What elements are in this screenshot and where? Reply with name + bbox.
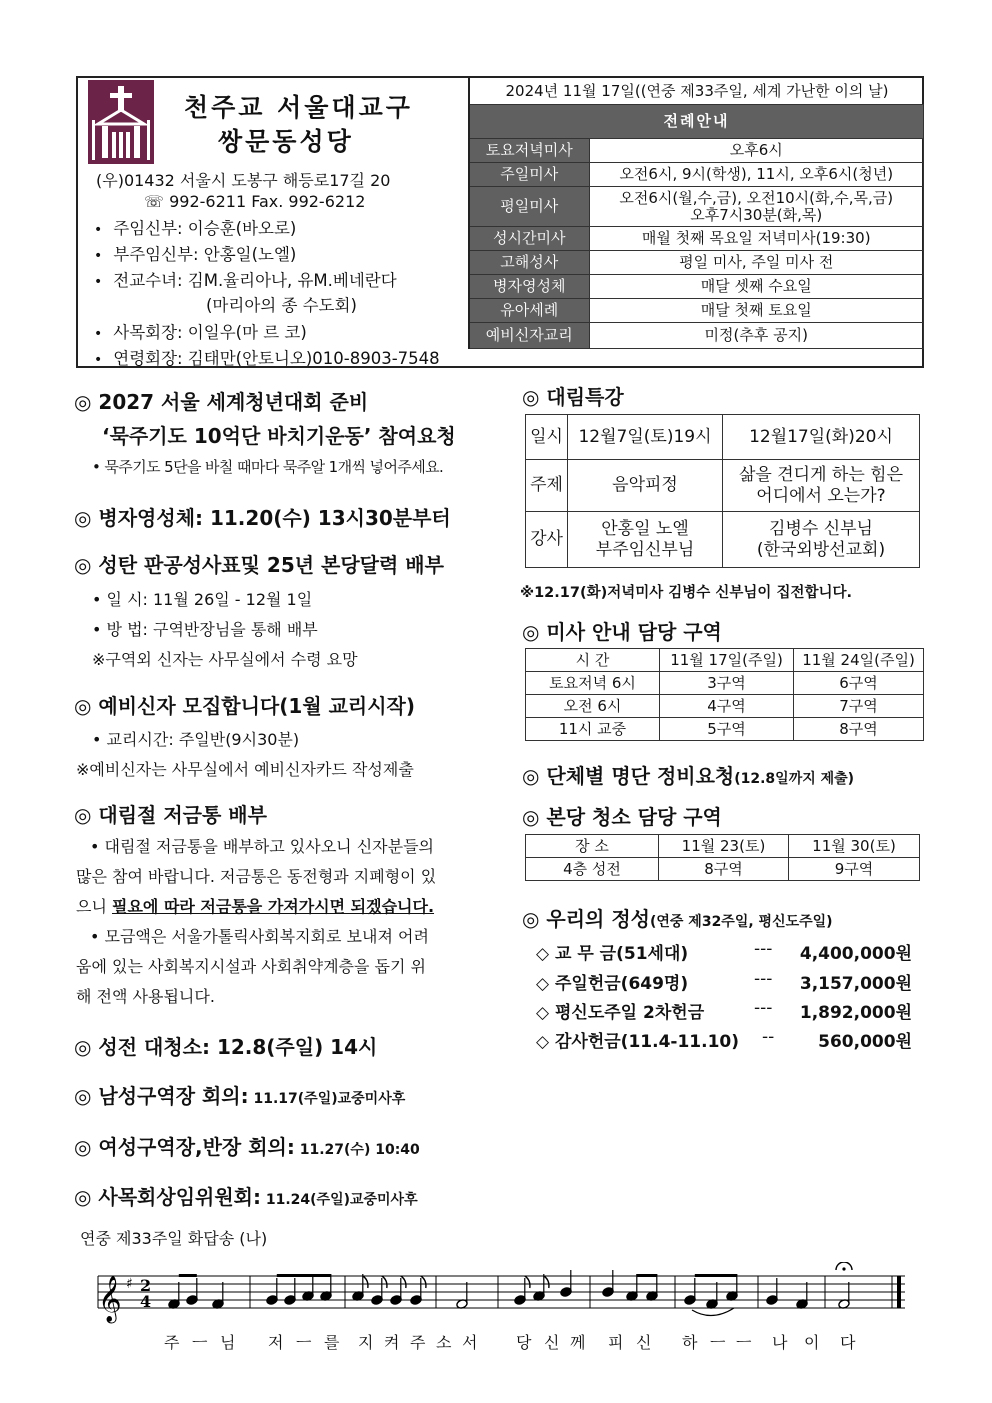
staff-funeral-president: • 연령회장: 김태만(안토니오)010-8903-7548 [94,349,440,368]
church-cleaning-heading: ◎ 성전 대청소: 12.8(주일) 14시 [74,1035,378,1059]
table-row: 토요저녁 6시 3구역 6구역 [526,672,924,695]
mens-meeting-heading: ◎ 남성구역장 회의: 11.17(주일)교중미사후 [74,1084,406,1108]
table-row: 시 간 11월 17일(주일) 11월 24일(주일) [526,649,924,672]
psalm-title: 연중 제33주일 화답송 (나) [80,1229,268,1248]
christmas-note: ※구역외 신자는 사무실에서 수령 요망 [92,650,358,669]
note-flag [421,1276,426,1288]
womens-meeting-heading: ◎ 여성구역장,반장 회의: 11.27(수) 10:40 [74,1135,420,1159]
table-row: 고해성사 평일 미사, 주일 미사 전 [469,251,924,275]
piggy-bank-paragraph: • 대림절 저금통을 배부하고 있사오니 신자분들의 많은 참여 바랍니다. 저금통은 동전형과 지폐형이 있 으니 필요에 따라 저금통을 가져가시면 되겠습니다. • 모금액은 서울가톨릭사회복지회로 보내져 어려 움에 있는 사회복지시설과 사회취약계층을 돕기 위 해 전액 사용됩니다. [76,837,437,1006]
advent-lecture-heading: ◎ 대림특강 [522,385,624,409]
table-row: 토요저녁미사 오후6시 [469,139,924,163]
lyric-syllable: 께 [570,1333,586,1352]
church-logo-icon [88,80,154,164]
council-meeting-heading: ◎ 사목회상임위원회: 11.24(주일)교중미사후 [74,1185,418,1209]
roster-request-heading: ◎ 단체별 명단 정비요청(12.8일까지 제출) [522,764,855,788]
table-row: 일시 12월7일(토)19시 12월17일(화)20시 [526,415,920,460]
table-row: 4층 성전 8구역 9구역 [526,858,920,881]
lyric-syllable: 님 [220,1333,236,1352]
slur [692,1308,734,1316]
note-beam [695,1274,737,1277]
piggy-bank-heading: ◎ 대림절 저금통 배부 [74,803,267,827]
note-beam [179,1274,197,1277]
catechumen-note: ※예비신자는 사무실에서 예비신자카드 작성제출 [76,760,414,779]
staff-sisters: • 전교수녀: 김M.율리아나, 유M.베네란다 [94,271,397,290]
advent-lecture-note: ※12.17(화)저녁미사 김병수 신부님이 집전합니다. [520,585,852,601]
staff-pastor: • 주임신부: 이승훈(바오로) [94,219,297,238]
church-address: (우)01432 서울시 도봉구 해등로17길 20 [96,171,391,190]
treble-clef-icon: 𝄞 [98,1276,122,1322]
lyric-syllable: 켜 [384,1333,400,1352]
sick-communion-heading: ◎ 병자영성체: 11.20(수) 13시30분부터 [74,506,451,530]
note-flag [401,1276,406,1288]
note-flag [544,1276,549,1288]
church-name-line2: 쌍문동성당 [218,127,354,156]
staff-council-president: • 사목회장: 이일우(마 르 코) [94,323,307,342]
christmas-date: • 일 시: 11월 26일 - 12월 1일 [92,590,313,609]
table-row: 11시 교중 5구역 8구역 [526,718,924,741]
table-row: 병자영성체 매달 셋째 수요일 [469,275,924,299]
liturgy-table [468,104,924,349]
table-row: 장 소 11월 23(토) 11월 30(토) [526,835,920,858]
wyd-heading: ◎ 2027 서울 세계청년대회 준비 [74,390,369,414]
lyric-syllable: 지 [358,1333,374,1352]
table-row: 평일미사 오전6시(월,수,금), 오전10시(화,수,목,금) 오후7시30분(화,목) [469,187,924,227]
lyric-syllable: 주 [164,1333,180,1352]
time-signature-top: 2 [140,1276,152,1295]
cleaning-zone-table [525,834,920,881]
lyric-syllable: 당 [516,1333,532,1352]
note-beam [277,1274,331,1277]
table-row: 예비신자교리 미정(추후 공지) [469,323,924,349]
table-row: 오전 6시 4구역 7구역 [526,695,924,718]
note-flag [525,1276,530,1288]
lyric-syllable: 피 [608,1333,624,1352]
staff-sisters-order: (마리아의 종 수도회) [206,296,357,315]
offering-row: ◇ 교 무 금(51세대) --- 4,400,000원 [536,939,912,964]
lyric-syllable: 하 [682,1333,698,1352]
lyric-syllable: 나 [772,1333,788,1352]
christmas-method: • 방 법: 구역반장님을 통해 배부 [92,620,318,639]
advent-lecture-table [525,414,920,568]
lyric-syllable: 신 [636,1333,652,1352]
offering-row: ◇ 주일헌금(649명) --- 3,157,000원 [536,969,912,994]
psalm-lyrics [92,1330,912,1354]
lyric-syllable: 서 [462,1333,478,1352]
piggy-bank-emphasis: 필요에 따라 저금통을 가져가시면 되겠습니다. [112,897,435,916]
lyric-syllable: 신 [544,1333,560,1352]
lyric-syllable: ㅡ [710,1333,726,1352]
mass-guide-heading: ◎ 미사 안내 담당 구역 [522,620,722,644]
note-beam [637,1274,657,1277]
sharp-icon: ♯ [126,1276,133,1292]
catechumen-time: • 교리시간: 주일반(9시30분) [92,730,300,749]
note-flag [363,1276,368,1288]
catechumen-heading: ◎ 예비신자 모집합니다(1월 교리시작) [74,694,416,718]
lyric-syllable: ㅡ [192,1333,208,1352]
bulletin-header [76,76,924,368]
lyric-syllable: ㅡ [296,1333,312,1352]
wyd-note: • 묵주기도 5단을 바칠 때마다 묵주알 1개씩 넣어주세요. [92,458,444,476]
time-signature-bottom: 4 [140,1292,152,1311]
church-info [78,78,468,366]
bulletin-date: 2024년 11월 17일((연중 제33주일, 세계 가난한 이의 날) [468,78,924,104]
lyric-syllable: 저 [268,1333,284,1352]
table-row: 강사 안홍일 노엘 부주임신부님 김병수 신부님 (한국외방선교회) [526,512,920,568]
liturgy-title: 전례안내 [469,105,924,139]
table-row: 유아세례 매달 첫째 토요일 [469,299,924,323]
wyd-heading-line2: ‘묵주기도 10억단 바치기운동’ 참여요청 [102,424,456,448]
lyric-syllable: 다 [840,1333,856,1352]
lyric-syllable: ㅡ [736,1333,752,1352]
table-row: 성시간미사 매월 첫째 목요일 저녁미사(19:30) [469,227,924,251]
offering-heading: ◎ 우리의 정성(연중 제32주일, 평신도주일) [522,907,833,931]
table-row: 주제 음악피정 삶을 견디게 하는 힘은 어디에서 오는가? [526,460,920,512]
lyric-syllable: 주 [410,1333,426,1352]
lyric-syllable: 이 [804,1333,820,1352]
fermata-dot [842,1267,845,1270]
church-phone: ☏ 992-6211 Fax. 992-6212 [144,192,366,211]
table-row: 주일미사 오전6시, 9시(학생), 11시, 오후6시(청년) [469,163,924,187]
offering-row: ◇ 감사헌금(11.4-11.10) -- 560,000원 [536,1027,912,1052]
staff-assistant-pastor: • 부주임신부: 안홍일(노엘) [94,245,297,264]
offering-row: ◇ 평신도주일 2차헌금 --- 1,892,000원 [536,998,912,1023]
lyric-syllable: 를 [324,1333,340,1352]
mass-guide-table [525,648,924,741]
church-name-line1: 천주교 서울대교구 [184,93,413,122]
music-staff [90,1262,910,1328]
christmas-heading: ◎ 성탄 판공성사표및 25년 본당달력 배부 [74,553,444,577]
notes [168,1270,850,1316]
lyric-syllable: 소 [436,1333,452,1352]
note-flag [382,1276,387,1288]
cleaning-zone-heading: ◎ 본당 청소 담당 구역 [522,805,722,829]
